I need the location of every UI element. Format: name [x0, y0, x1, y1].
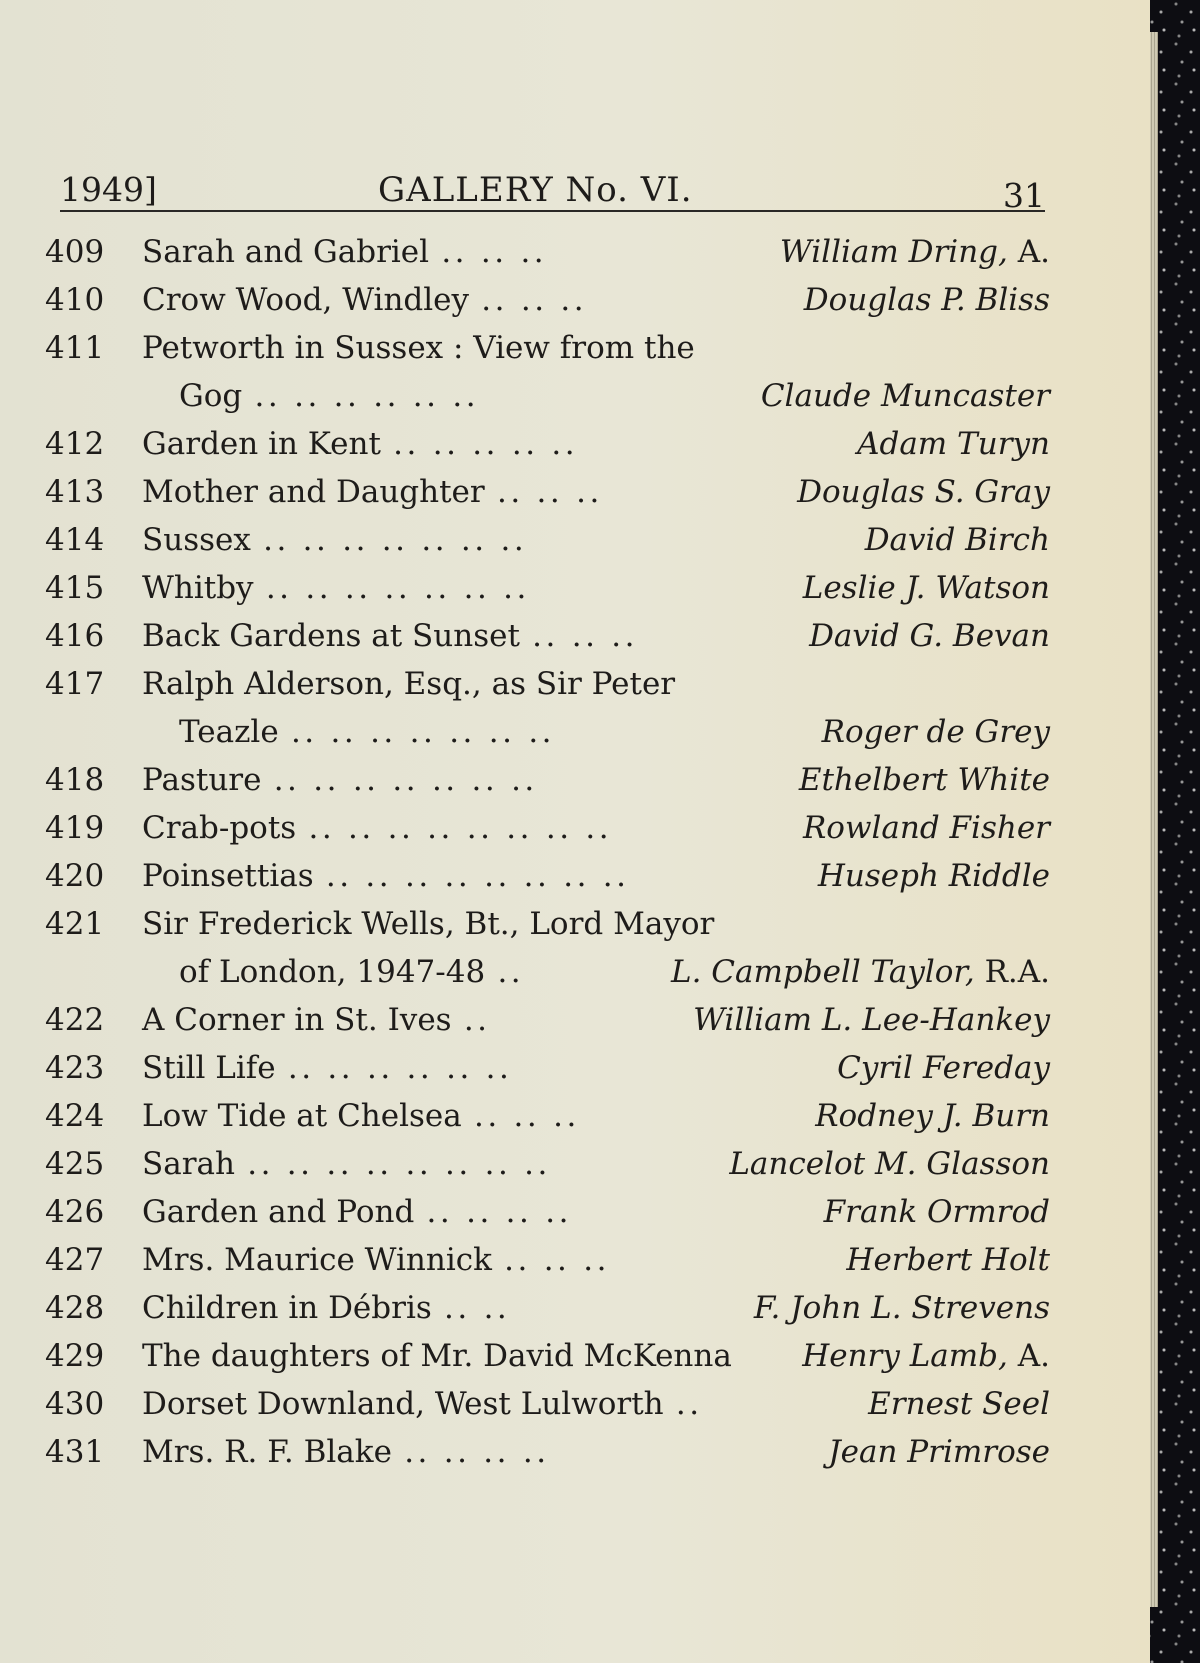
entry-title: Crow Wood, Windley — [142, 282, 470, 318]
entry-title-block — [142, 852, 792, 900]
catalogue-entry — [45, 756, 1050, 804]
artist-name — [837, 1044, 1050, 1092]
entry-title-block — [142, 564, 792, 612]
entry-title: Mrs. Maurice Winnick — [142, 1242, 492, 1278]
artist-name — [809, 612, 1050, 660]
entry-number: 410 — [45, 282, 105, 318]
entry-number: 423 — [45, 1050, 105, 1086]
entry-title-block — [142, 420, 792, 468]
entry-number: 421 — [45, 906, 105, 942]
artist-name — [804, 276, 1050, 324]
entry-title-block — [142, 516, 792, 564]
entry-title: Crab-pots — [142, 810, 297, 846]
artist-name — [780, 228, 1050, 276]
entry-title: Poinsettias — [142, 858, 314, 894]
entry-title-block — [142, 1188, 792, 1236]
entry-title-block — [142, 1092, 792, 1140]
entry-number: 411 — [45, 330, 105, 366]
artist-name — [803, 564, 1050, 612]
artist-name — [824, 1188, 1050, 1236]
entry-number: 413 — [45, 474, 105, 510]
entry-number: 418 — [45, 762, 105, 798]
leader-dots: ․․ ․․ ․․ ․․ — [403, 1434, 550, 1470]
header-year: 1949] — [60, 170, 157, 209]
artist-name-text: William Dring, — [779, 234, 1008, 270]
leader-dots: ․․ ․․ ․․ ․․ ․․ ․․ — [254, 378, 479, 414]
artist-name-text: Cyril Fereday — [837, 1050, 1050, 1086]
entry-number: 422 — [45, 1002, 105, 1038]
entry-title-block — [142, 468, 792, 516]
entry-number: 417 — [45, 666, 105, 702]
leader-dots: ․․ ․․ ․․ ․․ ․․ ․․ — [287, 1050, 513, 1086]
catalogue-entry — [45, 612, 1050, 660]
artist-name-text: Ernest Seel — [868, 1386, 1050, 1422]
academy-suffix: A. — [1017, 1338, 1050, 1374]
catalogue-entry — [45, 228, 1050, 276]
entry-number: 426 — [45, 1194, 105, 1230]
leader-dots: ․․ ․․ ․․ ․․ ․․ ․․ ․․ — [262, 522, 527, 558]
artist-name — [797, 468, 1050, 516]
artist-name — [671, 948, 1050, 996]
artist-name — [802, 1332, 1050, 1380]
leader-dots: ․․ ․․ — [443, 1290, 511, 1326]
entry-title: Children in Débris — [142, 1290, 432, 1326]
leader-dots: ․․ ․․ ․․ ․․ ․․ ․․ ․․ — [290, 714, 555, 750]
artist-name — [818, 852, 1050, 900]
catalogue-entry — [45, 324, 1050, 420]
catalogue-entry — [45, 852, 1050, 900]
leader-dots: ․․ ․․ ․․ — [531, 618, 638, 654]
artist-name-text: Huseph Riddle — [817, 858, 1050, 894]
artist-name — [693, 996, 1050, 1044]
entry-title-block — [142, 756, 792, 804]
catalogue-entry — [45, 1380, 1050, 1428]
leader-dots: ․․ — [463, 1002, 491, 1038]
entry-title: Mother and Daughter — [142, 474, 485, 510]
entry-title: Back Gardens at Sunset — [142, 618, 520, 654]
entry-number: 420 — [45, 858, 105, 894]
catalogue-entry — [45, 420, 1050, 468]
catalogue-entry — [45, 1044, 1050, 1092]
artist-name — [868, 1380, 1050, 1428]
artist-name — [754, 1284, 1050, 1332]
entry-title: Mrs. R. F. Blake — [142, 1434, 392, 1470]
entry-title-block — [142, 324, 792, 420]
catalogue-entry — [45, 1092, 1050, 1140]
entry-title-block — [142, 1140, 792, 1188]
catalogue-entry — [45, 660, 1050, 756]
entry-title-block — [142, 1284, 792, 1332]
leader-dots: ․․ ․․ ․․ ․․ — [426, 1194, 572, 1230]
artist-name-text: Frank Ormrod — [823, 1194, 1050, 1230]
catalogue-entry — [45, 468, 1050, 516]
entry-title: Low Tide at Chelsea — [142, 1098, 462, 1134]
entry-number: 430 — [45, 1386, 105, 1422]
entry-number: 431 — [45, 1434, 105, 1470]
entry-title: Sir Frederick Wells, Bt., Lord Mayor — [142, 906, 715, 942]
leader-dots: ․․ ․․ ․․ ․․ ․․ ․․ ․․ — [273, 762, 538, 798]
entry-list — [45, 228, 1050, 1476]
artist-name — [822, 708, 1050, 756]
entry-title-block — [142, 1380, 792, 1428]
running-head — [60, 162, 1045, 215]
artist-name-text: F. John L. Strevens — [753, 1290, 1050, 1326]
entry-number: 428 — [45, 1290, 105, 1326]
entry-number: 425 — [45, 1146, 105, 1182]
catalogue-entry — [45, 900, 1050, 996]
leader-dots: ․․ ․․ ․․ — [496, 474, 603, 510]
entry-number: 419 — [45, 810, 105, 846]
artist-name-text: David G. Bevan — [809, 618, 1050, 654]
leader-dots: ․․ ․․ ․․ ․․ ․․ ․․ ․․ — [265, 570, 530, 606]
entry-title: Still Life — [142, 1050, 276, 1086]
leader-dots: ․․ ․․ ․․ ․․ ․․ ․․ ․․ ․․ — [308, 810, 612, 846]
artist-name-text: Rowland Fisher — [802, 810, 1050, 846]
entry-number: 429 — [45, 1338, 105, 1374]
artist-name-text: David Birch — [864, 522, 1050, 558]
catalogue-entry — [45, 1188, 1050, 1236]
entry-number: 415 — [45, 570, 105, 606]
leader-dots: ․․ ․․ ․․ — [473, 1098, 580, 1134]
entry-title-continued: Gog — [179, 378, 243, 414]
entry-title-block — [142, 660, 792, 756]
artist-name — [828, 1428, 1050, 1476]
entry-title: Sarah and Gabriel — [142, 234, 430, 270]
entry-title-continued: Teazle — [179, 714, 279, 750]
catalogue-entry — [45, 1428, 1050, 1476]
artist-name-text: Douglas P. Bliss — [803, 282, 1050, 318]
entry-title-block — [142, 804, 792, 852]
entry-title: Garden and Pond — [142, 1194, 415, 1230]
artist-name — [729, 1140, 1050, 1188]
leader-dots: ․․ ․․ ․․ ․․ ․․ ․․ ․․ ․․ — [247, 1146, 551, 1182]
academy-suffix: R.A. — [984, 954, 1050, 990]
entry-title: Petworth in Sussex : View from the — [142, 330, 695, 366]
artist-name-text: William L. Lee-Hankey — [693, 1002, 1050, 1038]
entry-title: Dorset Downland, West Lulworth — [142, 1386, 664, 1422]
artist-name — [865, 516, 1050, 564]
page-number: 31 — [1003, 176, 1045, 215]
artist-name-text: Claude Muncaster — [760, 378, 1050, 414]
artist-name — [857, 420, 1050, 468]
leader-dots: ․․ ․․ ․․ — [503, 1242, 610, 1278]
entry-number: 414 — [45, 522, 105, 558]
catalogue-entry — [45, 564, 1050, 612]
entry-title: Pasture — [142, 762, 262, 798]
artist-name-text: Lancelot M. Glasson — [729, 1146, 1050, 1182]
catalogue-entry — [45, 1284, 1050, 1332]
artist-name-text: Jean Primrose — [828, 1434, 1050, 1470]
entry-title-block — [142, 276, 792, 324]
leader-dots: ․․ ․․ ․․ ․․ ․․ ․․ ․․ ․․ — [325, 858, 630, 894]
catalogue-entry — [45, 276, 1050, 324]
entry-title-block — [142, 1428, 792, 1476]
catalogue-entry — [45, 1140, 1050, 1188]
entry-title-block — [142, 612, 792, 660]
entry-title: Sarah — [142, 1146, 235, 1182]
catalogue-entry — [45, 996, 1050, 1044]
entry-title: The daughters of Mr. David McKenna — [142, 1338, 732, 1374]
catalogue-entry — [45, 804, 1050, 852]
gallery-title: GALLERY No. VI. — [378, 170, 693, 210]
entry-title: Ralph Alderson, Esq., as Sir Peter — [142, 666, 676, 702]
entry-number: 427 — [45, 1242, 105, 1278]
entry-title-continued: of London, 1947-48 — [179, 954, 486, 990]
artist-name — [761, 372, 1050, 420]
entry-title: Garden in Kent — [142, 426, 381, 462]
leader-dots: ․․ — [497, 954, 524, 990]
leader-dots: ․․ ․․ ․․ — [481, 282, 587, 318]
artist-name-text: Rodney J. Burn — [815, 1098, 1050, 1134]
entry-number: 409 — [45, 234, 105, 270]
entry-title: Whitby — [142, 570, 254, 606]
artist-name-text: Ethelbert White — [798, 762, 1050, 798]
entry-number: 412 — [45, 426, 105, 462]
catalogue-entry — [45, 1332, 1050, 1380]
catalogue-entry — [45, 1236, 1050, 1284]
entry-number: 416 — [45, 618, 105, 654]
artist-name-text: Adam Turyn — [857, 426, 1050, 462]
artist-name-text: Leslie J. Watson — [802, 570, 1050, 606]
leader-dots: ․․ ․․ ․․ ․․ ․․ — [392, 426, 578, 462]
artist-name — [799, 756, 1050, 804]
academy-suffix: A. — [1017, 234, 1050, 270]
artist-name-text: Herbert Holt — [846, 1242, 1050, 1278]
entry-title-block — [142, 1332, 792, 1380]
entry-title: Sussex — [142, 522, 251, 558]
artist-name — [846, 1236, 1050, 1284]
artist-name-text: L. Campbell Taylor, — [670, 954, 975, 990]
artist-name — [803, 804, 1050, 852]
catalogue-entry — [45, 516, 1050, 564]
entry-title-block — [142, 1044, 792, 1092]
entry-number: 424 — [45, 1098, 105, 1134]
artist-name-text: Roger de Grey — [821, 714, 1050, 750]
entry-title-block — [142, 1236, 792, 1284]
entry-title: A Corner in St. Ives — [142, 1002, 452, 1038]
entry-title-block — [142, 228, 792, 276]
leader-dots: ․․ ․․ ․․ — [441, 234, 547, 270]
artist-name-text: Henry Lamb, — [802, 1338, 1008, 1374]
leader-dots: ․․ — [675, 1386, 703, 1422]
artist-name — [815, 1092, 1050, 1140]
artist-name-text: Douglas S. Gray — [797, 474, 1050, 510]
